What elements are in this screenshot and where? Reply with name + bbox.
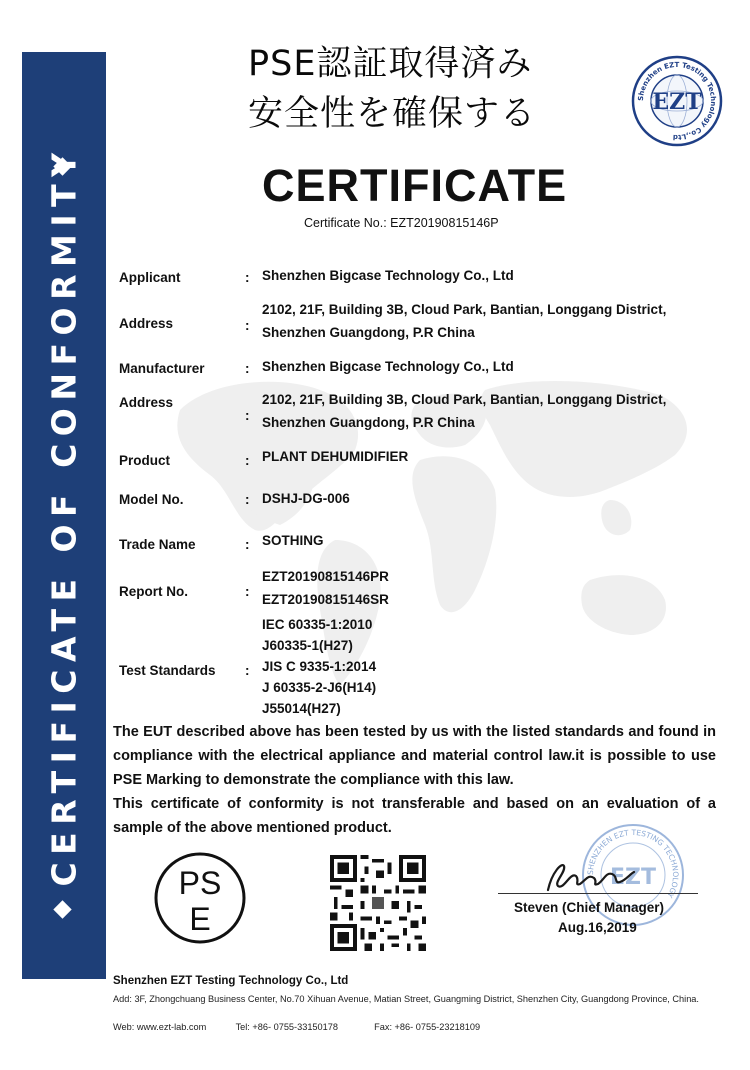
title-jp-line2: 安全性を確保する — [248, 94, 537, 134]
colon: : — [245, 492, 250, 507]
signature-line — [498, 893, 698, 894]
manufacturer-value: Shenzhen Bigcase Technology Co., Ltd — [262, 359, 514, 374]
footer-contact — [113, 1022, 480, 1032]
colon: : — [245, 318, 250, 333]
colon: : — [245, 270, 250, 285]
model-no-value: DSHJ-DG-006 — [262, 491, 350, 506]
test-standards-label: Test Standards — [119, 663, 216, 678]
stamp-center-text: EZT — [610, 865, 656, 890]
ezt-seal-logo — [631, 55, 723, 147]
colon: : — [245, 663, 250, 678]
seal-ring-text: Shenzhen EZT Testing Technology Co.,Ltd — [636, 60, 718, 142]
product-label: Product — [119, 453, 171, 468]
pse-mark-bottom: E — [189, 901, 211, 937]
statement-paragraph-1: The EUT described above has been tested by us with the listed standards and found in compliance with the electrical appliance and material control law.it is possible to use PSE Marking to demonstrate the compliance with this law. — [113, 724, 716, 788]
report-no-label: Report No. — [119, 584, 188, 599]
manufacturer-address-value: 2102, 21F, Building 3B, Cloud Park, Bantian, Longgang District, Shenzhen Guangdong, P.R China — [262, 392, 667, 430]
side-band-text: CERTIFICATE OF CONFORMITY — [44, 145, 84, 887]
colon: : — [245, 584, 250, 599]
footer-web: Web: www.ezt-lab.com — [113, 1022, 207, 1032]
manufacturer-label: Manufacturer — [119, 361, 205, 376]
footer-company: Shenzhen EZT Testing Technology Co., Ltd — [113, 975, 349, 987]
colon: : — [245, 408, 250, 423]
test-standards-value: IEC 60335-1:2010 J60335-1(H27) JIS C 9335-1:2014 J 60335-2-J6(H14) J55014(H27) — [262, 617, 377, 716]
footer-address: Add: 3F, Zhongchuang Business Center, No.70 Xihuan Avenue, Matian Street, Guangming District, Shenzhen City, Guangdong Province, China. — [113, 994, 699, 1004]
statement-paragraph-2: This certificate of conformity is not transferable and based on an evaluation of a sample of the above mentioned product. — [113, 796, 716, 836]
sign-date: Aug.16,2019 — [558, 920, 637, 935]
product-value: PLANT DEHUMIDIFIER — [262, 449, 409, 464]
stamp-ring-text: SHENZHEN EZT TESTING TECHNOLOGY — [585, 827, 681, 900]
signer-name: Steven (Chief Manager) — [514, 900, 665, 915]
certificate-title: CERTIFICATE — [262, 160, 568, 211]
colon: : — [245, 537, 250, 552]
footer-tel: Tel: +86- 0755-33150178 — [235, 1022, 338, 1032]
colon: : — [245, 453, 250, 468]
footer-fax: Fax: +86- 0755-23218109 — [374, 1022, 481, 1032]
trade-name-value: SOTHING — [262, 533, 324, 548]
colon: : — [245, 361, 250, 376]
address-label: Address — [119, 316, 174, 331]
seal-logo-text: EZT — [652, 89, 702, 115]
report-no-value: EZT20190815146PR EZT20190815146SR — [262, 569, 389, 607]
pse-mark-top: PS — [178, 865, 222, 901]
manufacturer-address-label: Address — [119, 395, 174, 410]
title-jp-line1: PSE認証取得済み — [248, 44, 533, 84]
pse-mark-logo — [152, 850, 248, 946]
trade-name-label: Trade Name — [119, 537, 196, 552]
address-value: 2102, 21F, Building 3B, Cloud Park, Bantian, Longgang District, Shenzhen Guangdong, P.R China — [262, 302, 667, 340]
applicant-label: Applicant — [119, 270, 181, 285]
qr-code — [330, 855, 426, 951]
applicant-value: Shenzhen Bigcase Technology Co., Ltd — [262, 268, 514, 283]
model-no-label: Model No. — [119, 492, 184, 507]
certificate-number: Certificate No.: EZT20190815146P — [304, 216, 499, 230]
